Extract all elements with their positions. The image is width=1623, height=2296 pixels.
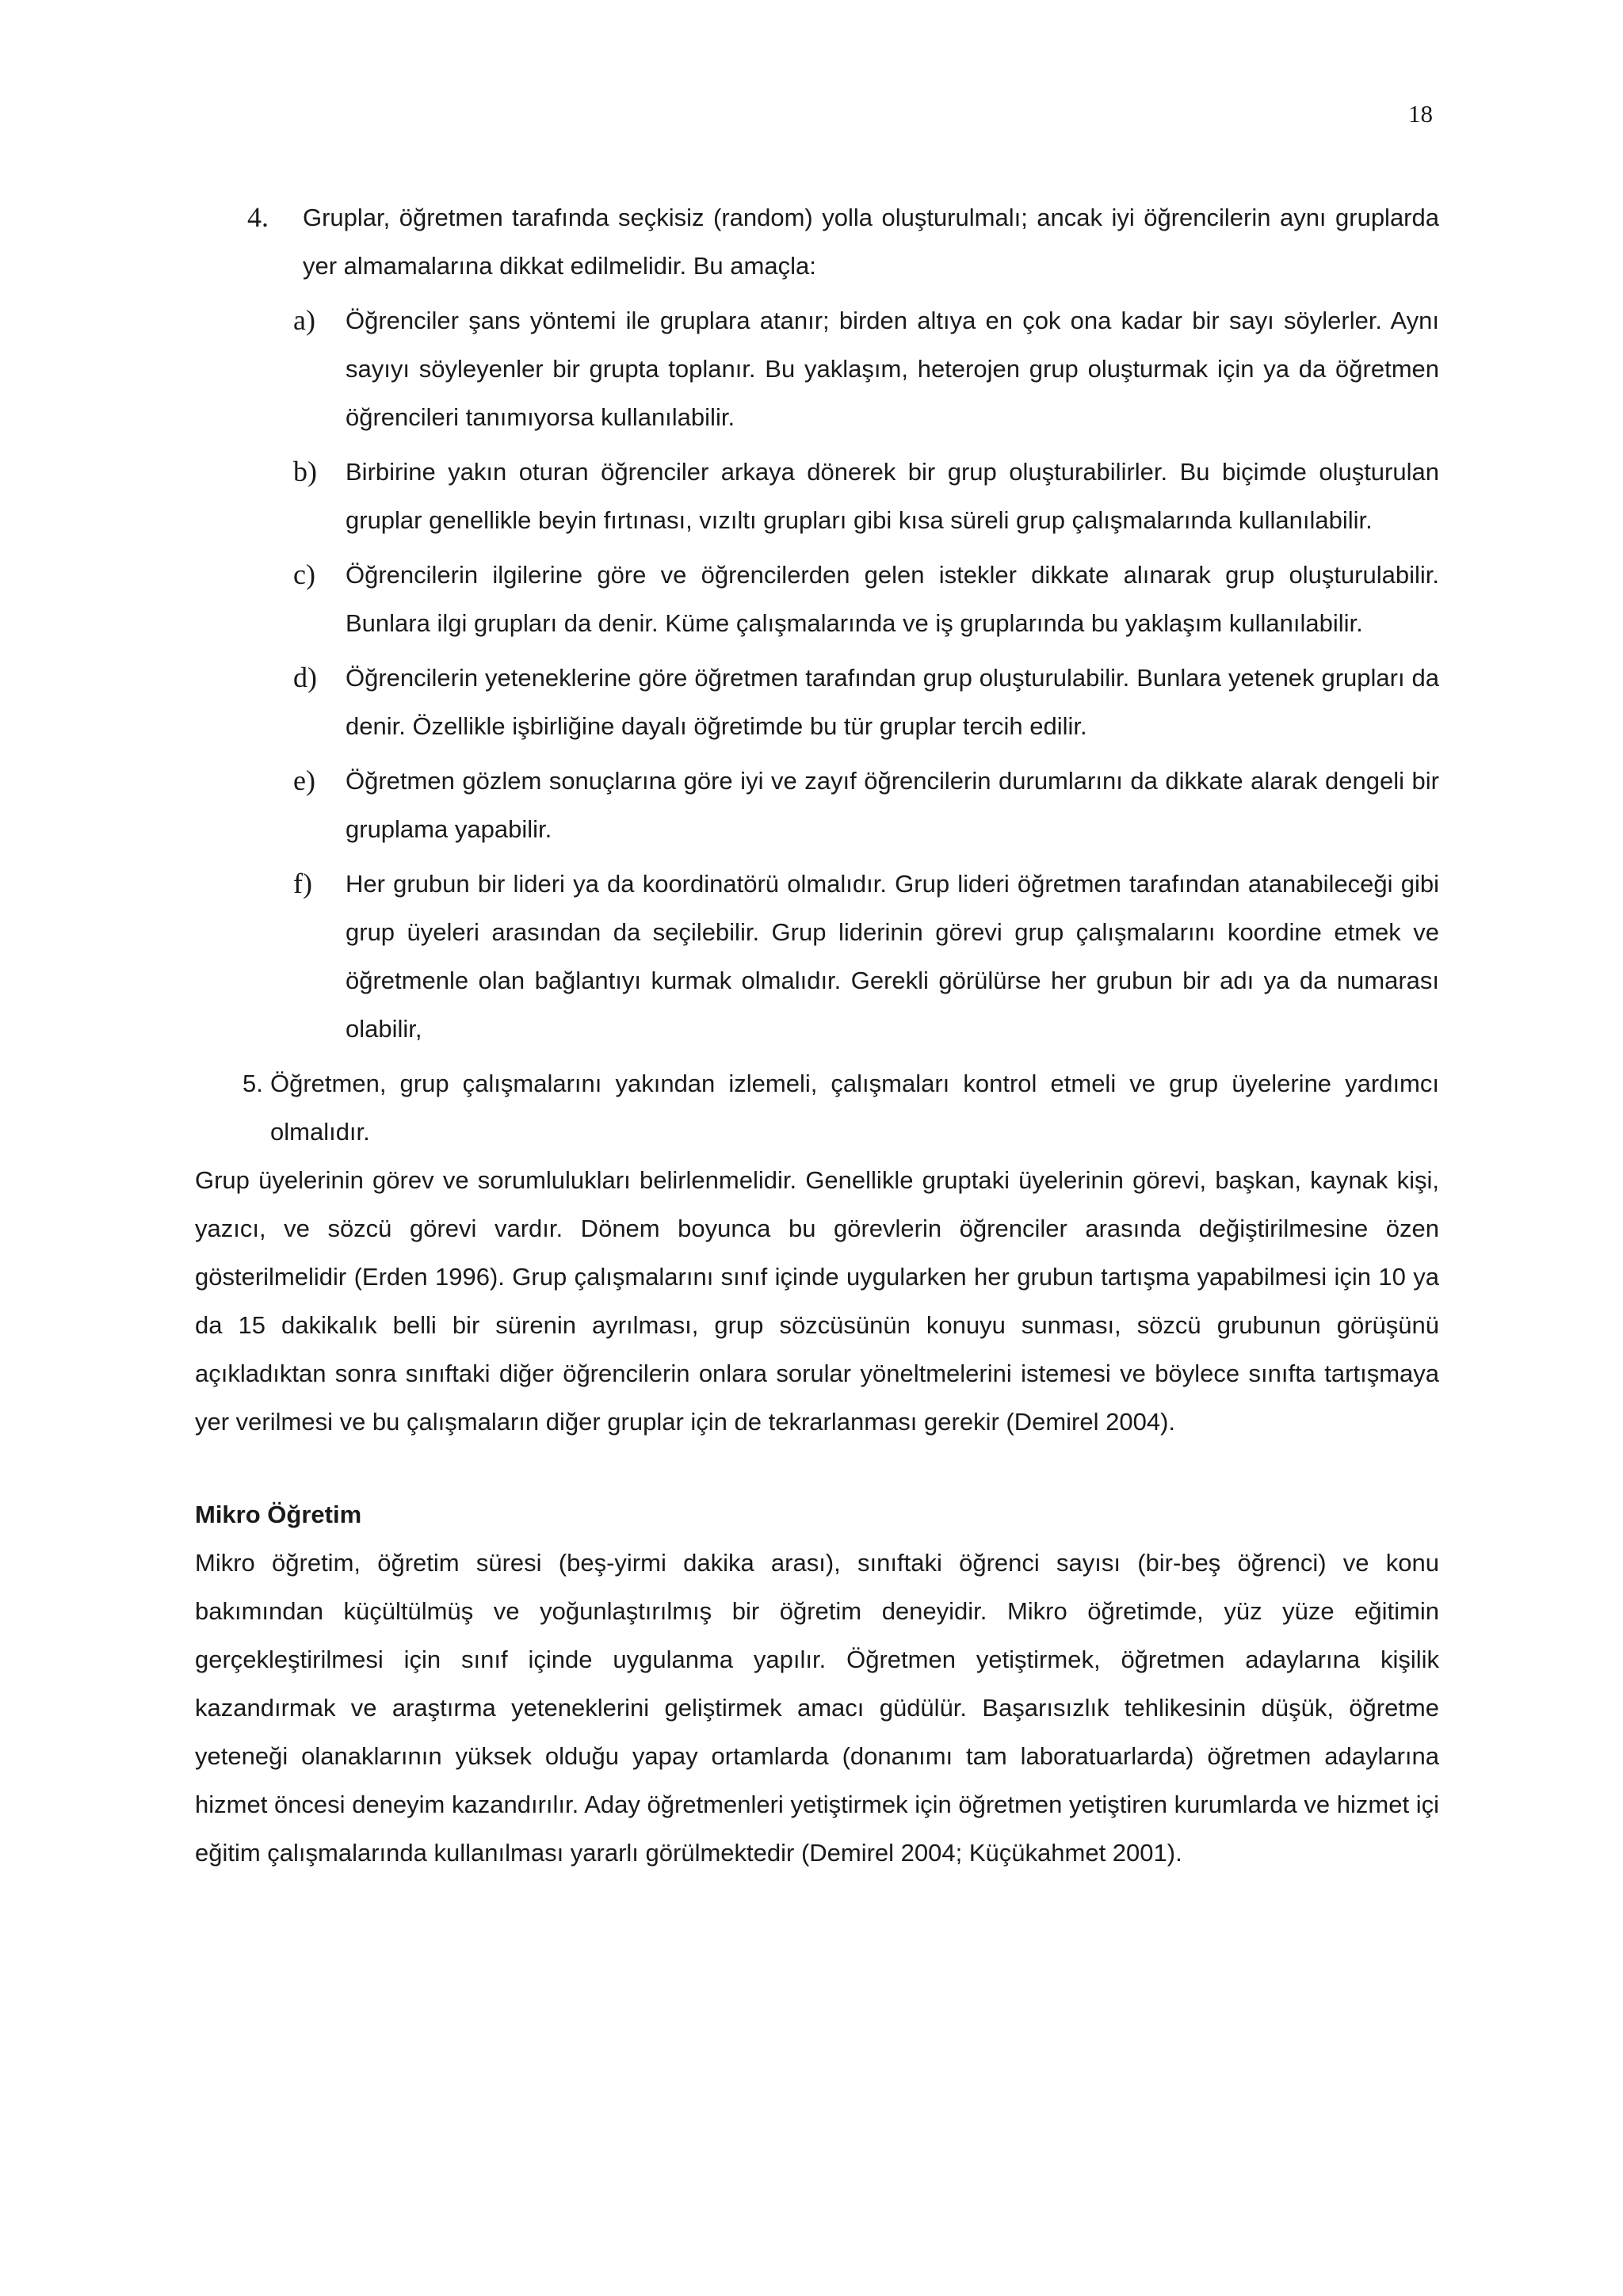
sub-item-b-letter: b) <box>293 456 317 487</box>
sub-item-a-text: Öğrenciler şans yöntemi ile gruplara atanır; birden altıya en çok ona kadar bir sayı söylerler. Aynı sayıyı söyleyenler bir grupta toplanır. Bu yaklaşım, heterojen grup oluşturmak için ya da öğretmen öğrencileri tanımıyorsa kullanılabilir. <box>346 307 1439 431</box>
sub-item-b-text: Birbirine yakın oturan öğrenciler arkaya dönerek bir grup oluşturabilirler. Bu biçimde oluşturulan gruplar genellikle beyin fırtınası, vızıltı grupları gibi kısa süreli grup çalışmalarında kullanılabilir. <box>346 458 1439 534</box>
sub-item-f <box>195 860 1439 1053</box>
sub-item-c <box>195 551 1439 647</box>
sub-item-a <box>195 296 1439 441</box>
sub-item-a-letter: a) <box>293 304 315 336</box>
sub-item-c-letter: c) <box>293 559 315 590</box>
sub-item-d <box>195 654 1439 750</box>
sub-item-e <box>195 757 1439 853</box>
paragraph-micro-teaching: Mikro öğretim, öğretim süresi (beş-yirmi dakika arası), sınıftaki öğrenci sayısı (bir-beş öğrenci) ve konu bakımından küçültülmüş ve yoğunlaştırılmış bir öğretim deneyidir. Mikro öğretimde, yüz yüze eğitimin gerçekleştirilmesi için sınıf içinde uygulanma yapılır. Öğretmen yetiştirmek, öğretmen adaylarına kişilik kazandırmak ve araştırma yeteneklerini geliştirmek amacı güdülür. Başarısızlık tehlikesinin düşük, öğretme yeteneği olanaklarının yüksek olduğu yapay ortamlarda (donanımı tam laboratuarlarda) öğretmen adaylarına hizmet öncesi deneyim kazandırılır. Aday öğretmenleri yetiştirmek için öğretmen yetiştiren kurumlarda ve hizmet içi eğitim çalışmalarında kullanılması yararlı görülmektedir (Demirel 2004; Küçükahmet 2001). <box>195 1549 1439 1867</box>
list-item-5 <box>195 1059 1439 1156</box>
sub-item-e-letter: e) <box>293 765 315 796</box>
page-content <box>195 193 1439 1877</box>
paragraph-group-roles: Grup üyelerinin görev ve sorumlulukları belirlenmelidir. Genellikle gruptaki üyelerinin görevi, başkan, kaynak kişi, yazıcı, ve sözcü görevi vardır. Dönem boyunca bu görevlerin öğrenciler arasında değiştirilmesine özen gösterilmelidir (Erden 1996). Grup çalışmalarını sınıf içinde uygularken her grubun tartışma yapabilmesi için 10 ya da 15 dakikalık belli bir sürenin ayrılması, grup sözcüsünün konuyu sunması, sözcü grubunun görüşünü açıkladıktan sonra sınıftaki diğer öğrencilerin onlara sorular yöneltmelerini istemesi ve böylece sınıfta tartışmaya yer verilmesi ve bu çalışmaların diğer gruplar için de tekrarlanması gerekir (Demirel 2004). <box>195 1166 1439 1436</box>
sub-item-f-letter: f) <box>293 868 312 899</box>
list-item-5-number: 5. <box>242 1070 263 1097</box>
list-item-5-wrapper <box>195 1059 1439 1156</box>
list-item-4 <box>195 193 1439 290</box>
list-item-4-text: Gruplar, öğretmen tarafında seçkisiz (random) yolla oluşturulmalı; ancak iyi öğrencilerin aynı gruplarda yer almamalarına dikkat edilmelidir. Bu amaçla: <box>303 204 1439 280</box>
list-item-4-number: 4. <box>247 201 269 233</box>
sub-item-d-letter: d) <box>293 662 317 693</box>
list-item-5-text: Öğretmen, grup çalışmalarını yakından izlemeli, çalışmaları kontrol etmeli ve grup üyelerine yardımcı olmalıdır. <box>270 1070 1439 1146</box>
sub-item-d-text: Öğrencilerin yeteneklerine göre öğretmen tarafından grup oluşturulabilir. Bunlara yetenek grupları da denir. Özellikle işbirliğine dayalı öğretimde bu tür gruplar tercih edilir. <box>346 664 1439 740</box>
sub-item-e-text: Öğretmen gözlem sonuçlarına göre iyi ve zayıf öğrencilerin durumlarını da dikkate alarak dengeli bir gruplama yapabilir. <box>346 767 1439 843</box>
sub-item-b <box>195 448 1439 544</box>
section-heading: Mikro Öğretim <box>195 1501 362 1528</box>
sub-list <box>195 296 1439 1053</box>
sub-item-c-text: Öğrencilerin ilgilerine göre ve öğrencilerden gelen istekler dikkate alınarak grup oluşturulabilir. Bunlara ilgi grupları da denir. Küme çalışmalarında ve iş gruplarında bu yaklaşım kullanılabilir. <box>346 561 1439 637</box>
page-number: 18 <box>1408 100 1433 128</box>
sub-item-f-text: Her grubun bir lideri ya da koordinatörü olmalıdır. Grup lideri öğretmen tarafından atanabileceği gibi grup üyeleri arasından da seçilebilir. Grup liderinin görevi grup çalışmalarını koordine etmek ve öğretmenle olan bağlantıyı kurmak olmalıdır. Gerekli görülürse her grubun bir adı ya da numarası olabilir, <box>346 870 1439 1043</box>
